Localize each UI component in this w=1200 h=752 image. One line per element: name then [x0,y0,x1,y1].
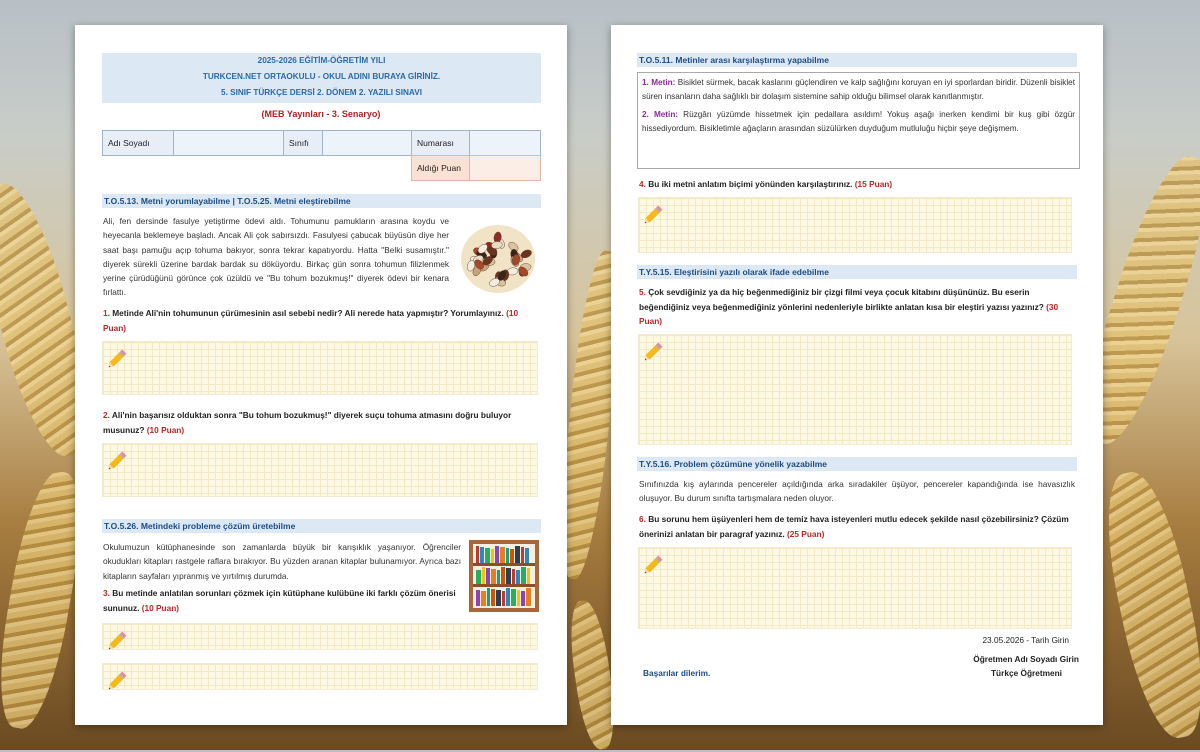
book [495,546,499,563]
class-label: Sınıfı [283,130,323,156]
number-field[interactable] [469,130,541,156]
question-text: Çok sevdiğiniz ya da hiç beğenmediğiniz bir çizgi filmi veya çocuk kitabını düşününüz. Bu eserin beğendiğiniz veya beğenmediğiniz yönlerini nedenleriyle birlikte anlatan kısa bir eleştiri yazısı yazınız? [639,287,1044,312]
text-2-body: Rüzgârı yüzümde hissetmek için pedallara asıldım! Yokuş aşağı inerken kendimi bir kuş gibi özgür hissediyordum. Bisikletimle ağaçların arasından süzülürken duyduğum mutluluğu hiçbir şeye değişmem. [642,110,1075,133]
book [510,549,514,563]
section-title: T.O.5.11. Metinler arası karşılaştırma yapabilme [637,53,1077,67]
teacher-name: Öğretmen Adı Soyadı Girin [973,654,1079,664]
book [527,568,530,584]
question-6 [639,512,1075,541]
story-paragraph: Ali, fen dersinde fasulye yetiştirme ödevi aldı. Tohumunu pamukların arasına koydu ve heyecanla beklemeye başladı. Ancak Ali çok sabırsızdı. Fasulyesi çabucak büyüsün diye her saat başı pamuğu açıp tohuma bakıyor, sonra tekrar kapatıyordu. Hatta "Belki susamıştır." diyerek sürekli üzerine bardak bardak su döküyordu. Birkaç gün sonra tohumun filizlenmek yerine çürüdüğünü görünce çok üzüldü ve "Bu tohum bozukmuş!" diyerek ödevi bir kenara fırlattı. [103,216,449,298]
number-label: Numarası [411,130,470,156]
book [476,590,480,606]
pencil-icon [641,201,667,227]
score-label: Aldığı Puan [411,155,470,181]
library-paragraph: Okulumuzun kütüphanesinde son zamanlarda büyük bir karışıklık yaşanıyor. Öğrenciler okudukları kitapları rastgele raflara bırakıyor. Bu yüzden aranan kitaplar bulunamıyor. Ayrıca bazı kitapların sayfaları yıpranmış ve yırtılmış durumda. [103,542,461,581]
book [496,590,501,606]
pencil-icon [105,345,131,371]
bookshelf-image [468,539,540,613]
section-title: T.O.5.26. Metindeki probleme çözüm üretebilme [102,519,541,533]
question-points: (10 Puan) [103,308,519,333]
section-title: T.Y.5.15. Eleştirisini yazılı olarak ifade edebilme [637,265,1077,279]
score-field[interactable] [469,155,541,181]
answer-area-3a[interactable] [102,623,538,650]
book [502,591,505,606]
header-school-year: 2025-2026 EĞİTİM-ÖĞRETİM YILI [257,56,386,65]
question-number: 5. [639,287,646,297]
problem-paragraph: Sınıfınızda kış aylarında pencereler açıldığında arka sıradakiler üşüyor, pencereler kapandığında ise havasızlık oluşuyor. Bu durum sınıfta tartışmalara neden oluyor. [639,479,1075,504]
question-points: (15 Puan) [852,179,893,189]
book [485,548,490,563]
question-text: Ali'nin başarısız olduktan sonra "Bu tohum bozukmuş!" diyerek suçu tohuma atmasını doğru buluyor musunuz? [103,410,512,435]
book [487,588,490,606]
answer-area-6[interactable] [638,547,1072,629]
question-points: (10 Puan) [144,424,185,435]
answer-area-4[interactable] [638,197,1072,253]
exam-subtitle: (MEB Yayınları - 3. Senaryo) [261,109,381,119]
answer-area-2[interactable] [102,443,538,497]
pencil-icon [105,667,131,693]
book [525,548,529,563]
student-info-table [102,130,541,182]
book [515,546,520,563]
answer-area-5[interactable] [638,334,1072,445]
book [521,591,525,606]
book [511,589,516,606]
book [506,588,510,606]
header-exam-title: 5. SINIF TÜRKÇE DERSİ 2. DÖNEM 2. YAZILI SINAVI [221,88,422,97]
question-number: 3. [103,588,110,598]
pencil-icon [105,627,131,653]
teacher-title: Türkçe Öğretmeni [990,668,1062,678]
book [491,569,496,584]
book [482,567,485,584]
text-2-label: 2. Metin: [642,110,679,119]
text-1-label: 1. Metin: [642,78,676,87]
answer-area-3b[interactable] [102,663,538,690]
book [500,547,505,563]
question-text: Bu iki metni anlatım biçimi yönünden karşılaştırınız. [645,179,853,189]
class-field[interactable] [322,130,412,156]
book [516,570,520,584]
exam-date: 23.05.2026 - Tarih Girin [982,635,1069,645]
name-field[interactable] [173,130,284,156]
book [476,570,481,584]
answer-area-1[interactable] [102,341,538,395]
good-luck-note: Başarılar dilerim. [643,668,711,678]
question-points: (10 Puan) [139,602,180,613]
book [501,567,505,584]
pencil-icon [641,338,667,364]
name-label: Adı Soyadı [102,130,174,156]
book [512,569,515,584]
pencil-icon [105,447,131,473]
question-4 [639,177,1075,192]
exam-page-1 [75,25,567,725]
question-2 [103,408,535,437]
question-points: (30 Puan) [639,301,1059,326]
question-1 [103,306,535,335]
book [476,546,479,563]
question-number: 2. [103,410,110,420]
book [497,570,500,584]
book [491,589,495,606]
question-number: 1. [103,308,110,318]
wheat-stalk [1093,466,1200,745]
text-1-body: Bisiklet sürmek, bacak kaslarını güçlendiren ve kalp sağlığını koruyan en iyi sporlardan biridir. Düzenli bisiklet süren insanların daha sağlıklı bir dolaşım sistemine sahip olduğu bilimsel olarak kanıtlanmıştır. [642,78,1075,101]
question-text: Bu sorunu hem üşüyenleri hem de temiz hava isteyenleri mutlu edecek şekilde nasıl çözebilirsiniz? Çözüm önerinizi anlatan bir paragraf yazınız. [639,514,1069,539]
question-number: 6. [639,514,646,524]
question-number: 4. [639,179,646,189]
book [506,568,511,584]
book [486,568,490,584]
pencil-icon [641,551,667,577]
book [481,591,486,606]
book [491,549,494,563]
exam-header [102,53,541,103]
beans-image [458,214,538,299]
section-title: T.O.5.13. Metni yorumlayabilme | T.O.5.25. Metni eleştirebilme [102,194,541,208]
exam-page-2 [611,25,1103,725]
question-text: Metinde Ali'nin tohumunun çürümesinin asıl sebebi nedir? Ali nerede hata yapmıştır? Yorumlayınız. [109,308,504,318]
question-text: Bu metinde anlatılan sorunları çözmek için kütüphane kulübüne iki farklı çözüm önerisi sununuz. [103,588,456,613]
header-school-name: TURKCEN.NET ORTAOKULU - OKUL ADINI BURAYA GİRİNİZ. [202,72,441,81]
question-3 [103,586,461,615]
book [526,588,531,606]
section-title: T.Y.5.16. Problem çözümüne yönelik yazabilme [637,457,1077,471]
book [521,567,526,584]
book [480,547,484,563]
book [506,548,509,563]
book [517,590,520,606]
question-5 [639,285,1075,329]
text-2 [642,108,1075,136]
comparison-texts-box [637,72,1080,169]
book [521,547,524,563]
question-points: (25 Puan) [784,528,825,539]
text-1 [642,76,1075,104]
